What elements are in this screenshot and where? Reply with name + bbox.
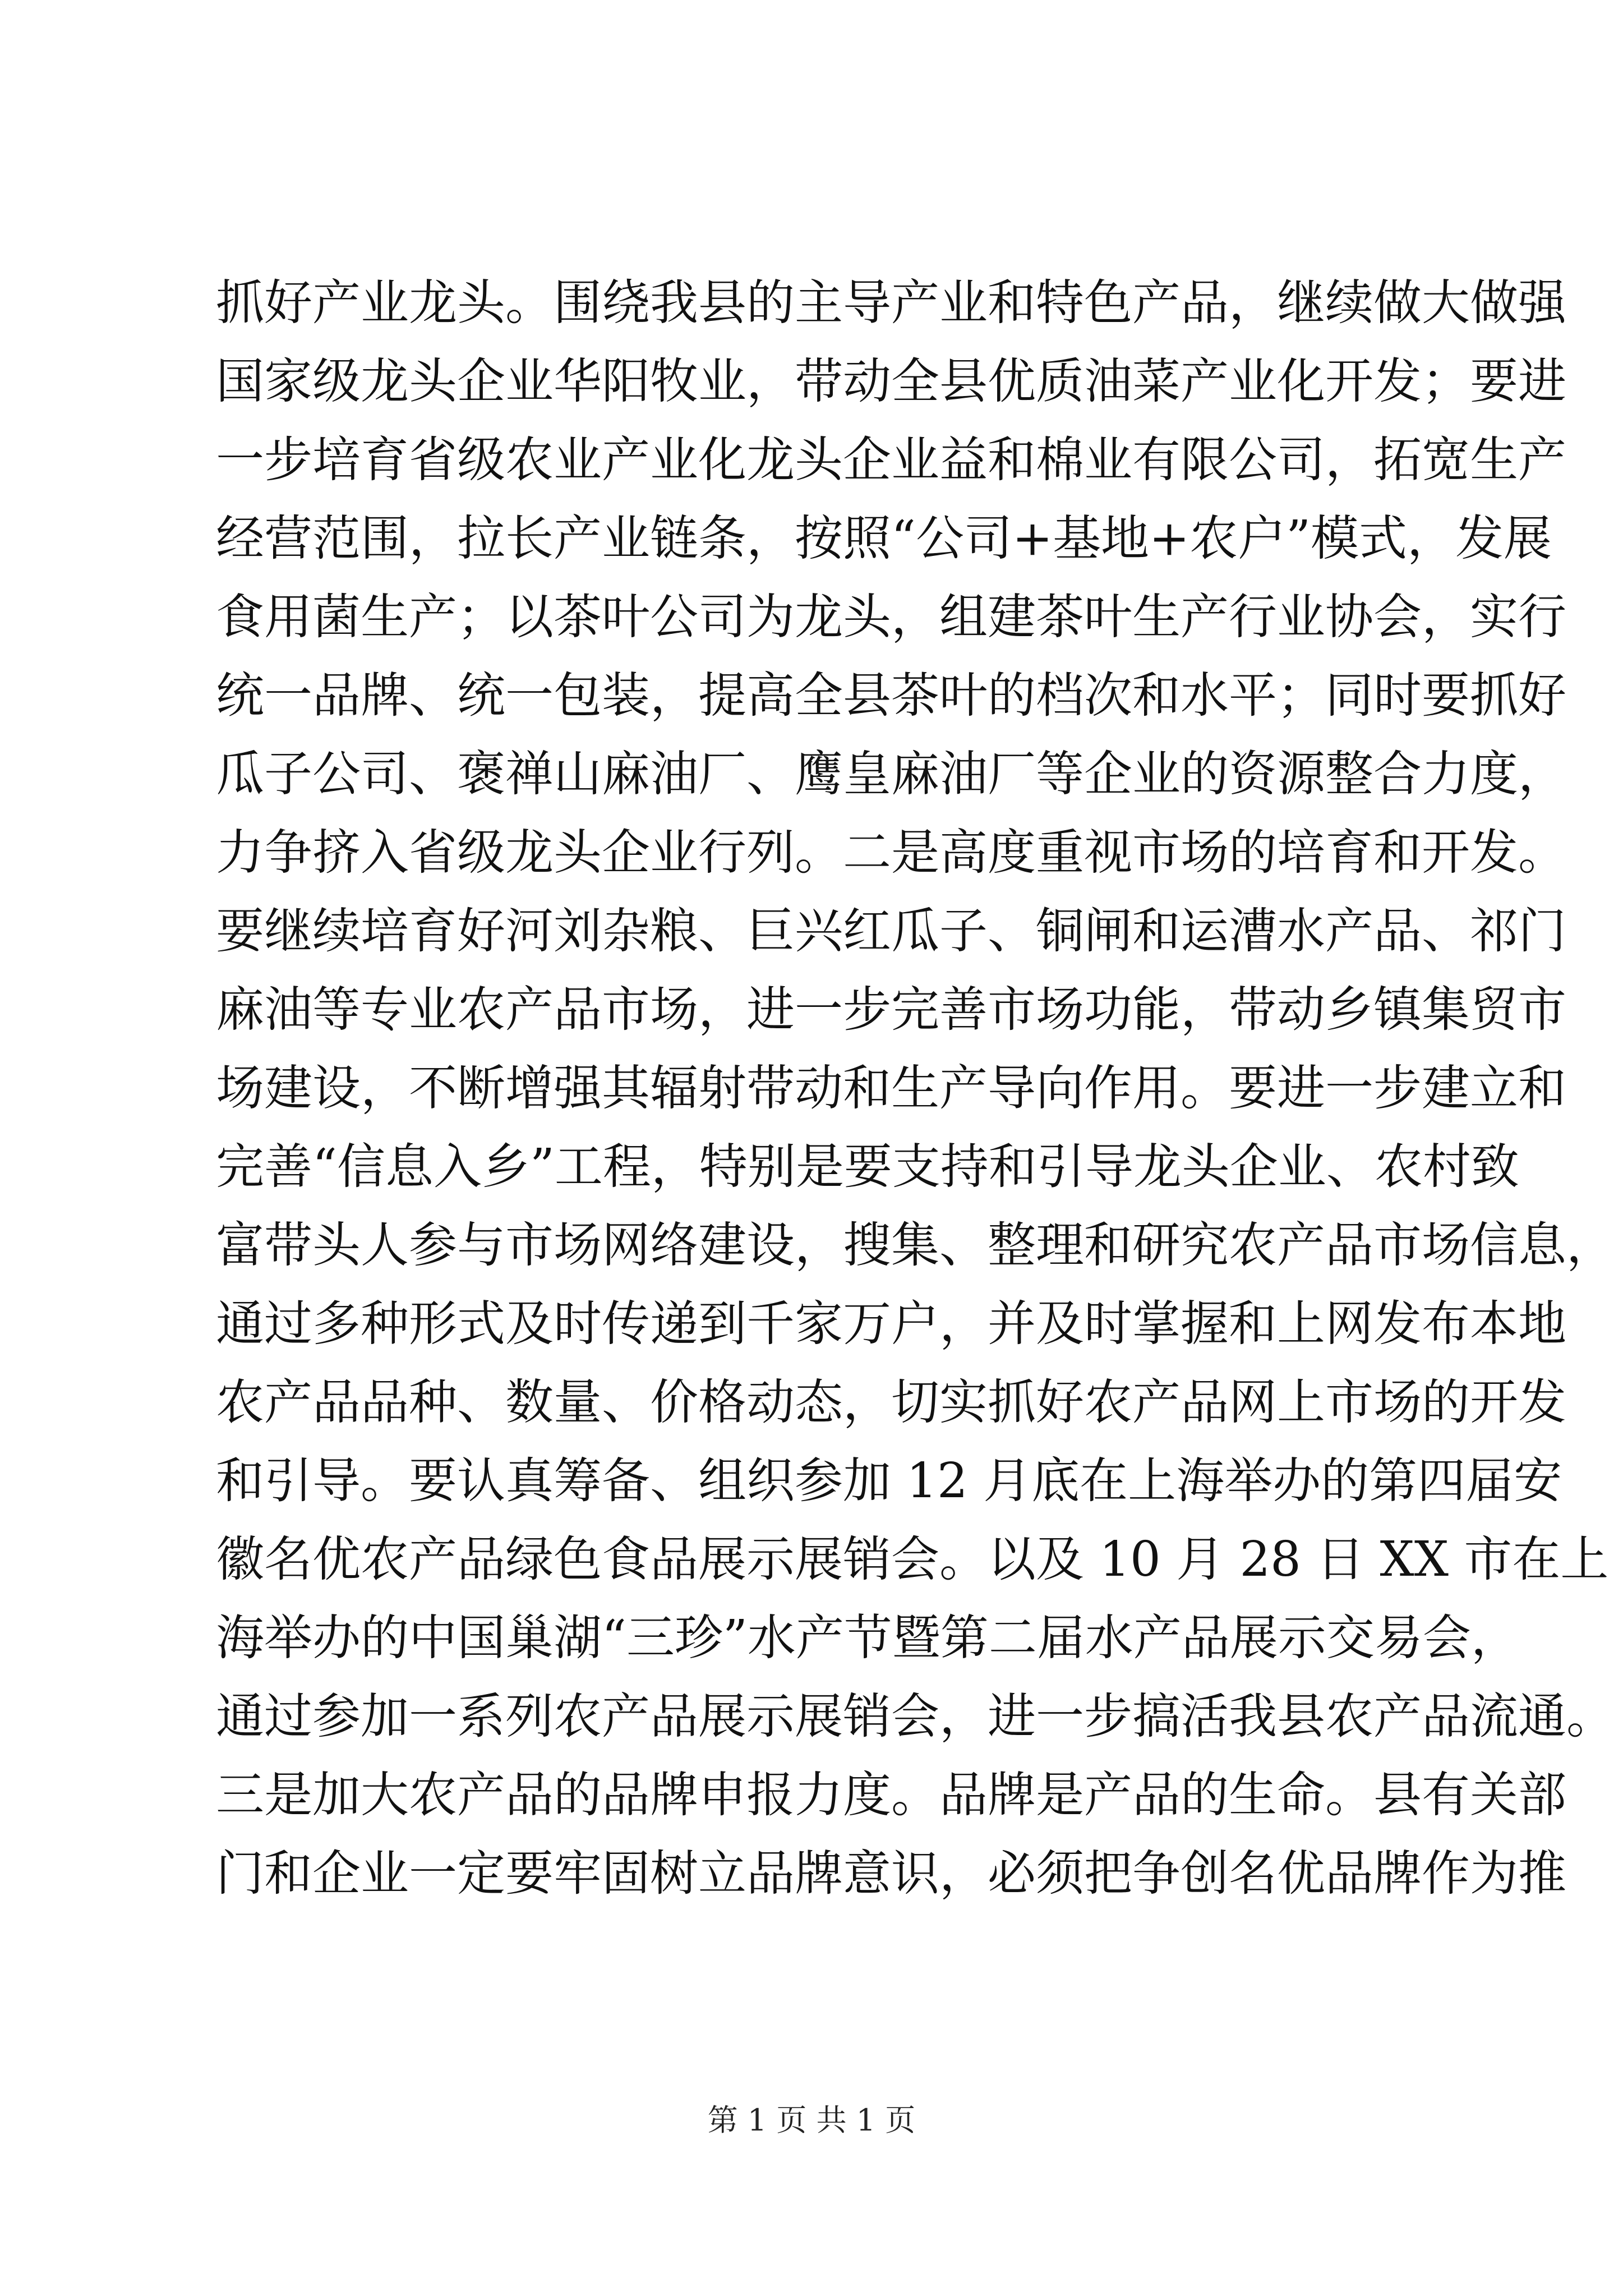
- text-line: 富带头人参与市场网络建设，搜集、整理和研究农产品市场信息，: [216, 1217, 1615, 1273]
- body-paragraph: [216, 264, 1615, 1913]
- text-line: 海举办的中国巢湖“三珍”水产节暨第二届水产品展示交易会，: [216, 1610, 1519, 1666]
- text-line: 食用菌生产；以茶叶公司为龙头，组建茶叶生产行业协会，实行: [216, 589, 1566, 645]
- text-line: 完善“信息入乡”工程，特别是要支持和引导龙头企业、农村致: [216, 1139, 1519, 1195]
- text-line: 徽名优农产品绿色食品展示展销会。以及 10 月 28 日 XX 市在上: [216, 1531, 1609, 1588]
- text-line: 国家级龙头企业华阳牧业，带动全县优质油菜产业化开发；要进: [216, 353, 1566, 409]
- text-line: 抓好产业龙头。围绕我县的主导产业和特色产品，继续做大做强: [216, 275, 1566, 331]
- text-line: 瓜子公司、褒禅山麻油厂、鹰皇麻油厂等企业的资源整合力度，: [216, 746, 1566, 802]
- text-line: 要继续培育好河刘杂粮、巨兴红瓜子、铜闸和运漕水产品、祁门: [216, 903, 1566, 959]
- text-line: 力争挤入省级龙头企业行列。二是高度重视市场的培育和开发。: [216, 825, 1566, 881]
- text-line: 门和企业一定要牢固树立品牌意识，必须把争创名优品牌作为推: [216, 1846, 1566, 1902]
- text-line: 通过参加一系列农产品展示展销会，进一步搞活我县农产品流通。: [216, 1688, 1615, 1745]
- text-line: 麻油等专业农产品市场，进一步完善市场功能，带动乡镇集贸市: [216, 982, 1566, 1038]
- page-number-label: 第 1 页 共 1 页: [707, 2102, 916, 2138]
- text-line: 通过多种形式及时传递到千家万户，并及时掌握和上网发布本地: [216, 1296, 1566, 1352]
- text-line: 和引导。要认真筹备、组织参加 12 月底在上海举办的第四届安: [216, 1453, 1562, 1509]
- text-line: 场建设，不断增强其辐射带动和生产导向作用。要进一步建立和: [216, 1060, 1566, 1116]
- text-line: 三是加大农产品的品牌申报力度。品牌是产品的生命。县有关部: [216, 1767, 1566, 1823]
- page-footer: [0, 2098, 1623, 2143]
- text-line: 农产品品种、数量、价格动态，切实抓好农产品网上市场的开发: [216, 1374, 1566, 1430]
- text-line: 统一品牌、统一包装，提高全县茶叶的档次和水平；同时要抓好: [216, 668, 1566, 724]
- text-line: 一步培育省级农业产业化龙头企业益和棉业有限公司，拓宽生产: [216, 432, 1566, 488]
- text-line: 经营范围，拉长产业链条，按照“公司+基地+农户”模式，发展: [216, 510, 1552, 567]
